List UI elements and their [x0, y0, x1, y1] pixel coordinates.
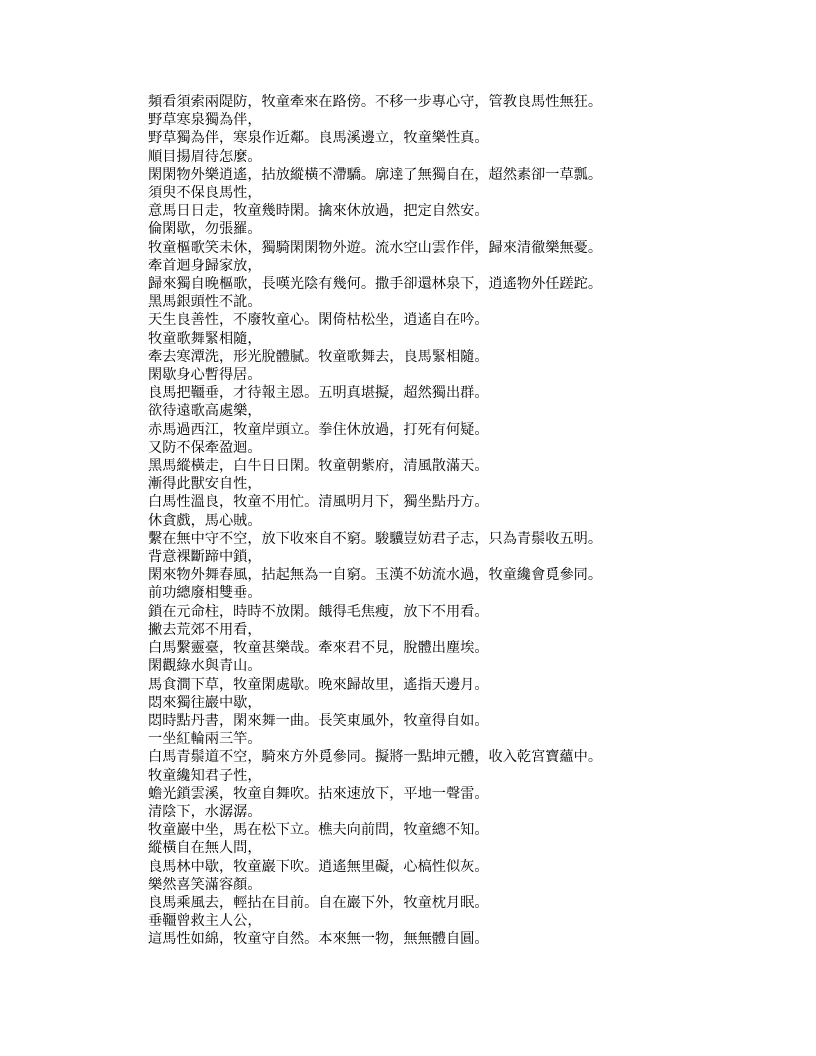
text-line: 良馬林中歇，牧童巖下吹。逍遙無里礙，心槁性似灰。 — [148, 858, 489, 875]
text-line: 悶來獨往巖中歇， — [148, 694, 262, 711]
text-line: 牽首迴身歸家放， — [148, 257, 262, 274]
text-line: 白馬性溫良，牧童不用忙。清風明月下，獨坐點丹方。 — [148, 494, 489, 511]
text-line: 良馬把韁垂，才待報主恩。五明真堪擬，超然獨出群。 — [148, 385, 489, 402]
text-line: 這馬性如綿，牧童守自然。本來無一物，無無體自圓。 — [148, 931, 489, 948]
text-line: 欲待遠歌高處樂， — [148, 403, 262, 420]
text-line: 背意裸斷蹄中鎖， — [148, 549, 262, 566]
text-line: 黑馬銀頭性不訛。 — [148, 294, 262, 311]
text-line: 赤馬過西江，牧童岸頭立。拳住休放過，打死有何疑。 — [148, 421, 489, 438]
text-line: 繫在無中守不空，放下收來自不窮。駿驥豈妨君子志，只為青鬃收五明。 — [148, 530, 603, 547]
document-body — [148, 93, 808, 949]
text-line: 牽去寒潭洗，形光脫體膩。牧童歌舞去，良馬緊相隨。 — [148, 348, 489, 365]
text-line: 馬食澗下草，牧童閑處歇。晚來歸故里，遙指天邊月。 — [148, 676, 489, 693]
text-line: 悶時點丹書，閑來舞一曲。長笑東風外，牧童得自如。 — [148, 712, 489, 729]
text-line: 鎖在元命柱，時時不放閑。餓得毛焦瘦，放下不用看。 — [148, 603, 489, 620]
text-line: 漸得此獸安自性， — [148, 476, 262, 493]
text-line: 良馬乘風去，輕拈在目前。自在巖下外，牧童枕月眠。 — [148, 894, 489, 911]
text-line: 須臾不保良馬性， — [148, 185, 262, 202]
text-line: 樂然喜笑滿容顏。 — [148, 876, 262, 893]
text-line: 順目揚眉待怎麼。 — [148, 148, 262, 165]
text-line: 牧童纔知君子性， — [148, 767, 262, 784]
text-line: 閑閑物外樂逍遙，拈放縱橫不滯驕。廓達了無獨自在，超然素卻一草瓢。 — [148, 166, 603, 183]
text-line: 歸來獨自晚樞歌，長嘆光陰有幾何。撒手卻還林泉下，逍遙物外任蹉跎。 — [148, 276, 603, 293]
text-line: 牧童樞歌笑未休，獨騎閑閑物外遊。流水空山雲作伴，歸來清徹樂無憂。 — [148, 239, 603, 256]
text-line: 天生良善性，不廢牧童心。閑倚枯松坐，逍遙自在吟。 — [148, 312, 489, 329]
text-line: 意馬日日走，牧童幾時閑。擒來休放過，把定自然安。 — [148, 203, 489, 220]
text-line: 閑觀綠水與青山。 — [148, 658, 262, 675]
text-line: 白馬繫靈臺，牧童甚樂哉。牽來君不見，脫體出塵埃。 — [148, 640, 489, 657]
text-line: 野草獨為伴，寒泉作近鄰。良馬溪邊立，牧童樂性真。 — [148, 130, 489, 147]
text-line: 牧童巖中坐，馬在松下立。樵夫向前問，牧童總不知。 — [148, 822, 489, 839]
text-line: 一坐紅輪兩三竿。 — [148, 731, 262, 748]
text-line: 清陰下，水潺潺。 — [148, 803, 262, 820]
text-line: 休貪戲，馬心賊。 — [148, 512, 262, 529]
text-line: 閑來物外舞春風，拈起無為一自窮。玉漢不妨流水過，牧童纔會覓參同。 — [148, 567, 603, 584]
text-line: 撇去荒郊不用看， — [148, 621, 262, 638]
text-line: 又防不保牽盈迴。 — [148, 439, 262, 456]
text-line: 垂韁曾救主人公， — [148, 913, 262, 930]
text-line: 縱橫自在無人問， — [148, 840, 262, 857]
text-line: 倫閑歇，勿張羅。 — [148, 221, 262, 238]
text-line: 前功總廢相雙垂。 — [148, 585, 262, 602]
text-line: 野草寒泉獨為伴， — [148, 112, 262, 129]
text-line: 閑歇身心暫得居。 — [148, 367, 262, 384]
text-line: 白馬青鬃道不空，騎來方外覓參同。擬將一點坤元體，收入乾宮寶蘊中。 — [148, 749, 603, 766]
text-line: 蟾光鎖雲溪，牧童自舞吹。拈來速放下，平地一聲雷。 — [148, 785, 489, 802]
text-line: 牧童歌舞緊相隨， — [148, 330, 262, 347]
text-line: 黑馬縱橫走，白牛日日閑。牧童朝紫府，清風散滿天。 — [148, 458, 489, 475]
text-line: 頻看須索兩隄防，牧童牽來在路傍。不移一步專心守，管教良馬性無狂。 — [148, 94, 603, 110]
